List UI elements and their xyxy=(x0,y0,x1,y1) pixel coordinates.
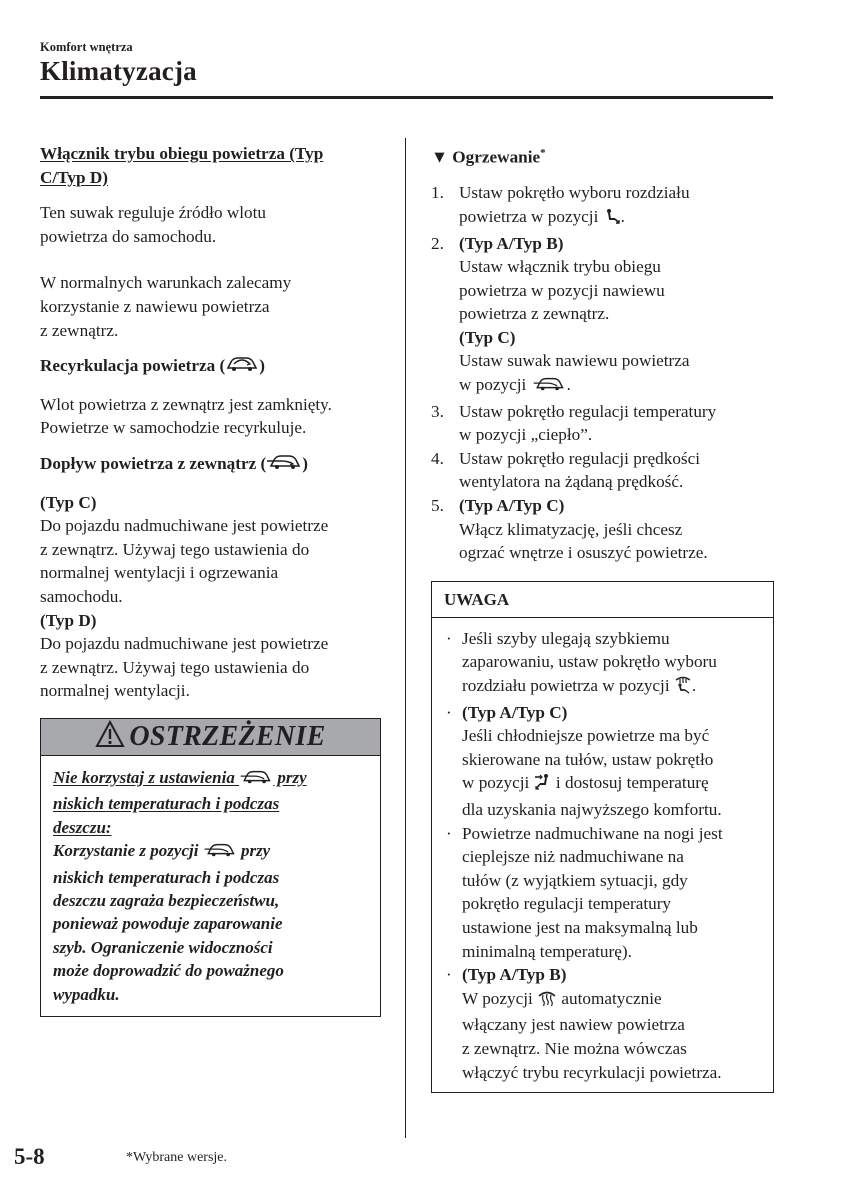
warning-box xyxy=(40,718,381,1017)
heating-steps xyxy=(431,181,775,565)
note-title: UWAGA xyxy=(432,582,773,618)
fresh-air-icon xyxy=(239,768,273,792)
step-3: 3. Ustaw pokrętło regulacji temperatury w pozycji „ciepło”. xyxy=(431,401,717,445)
feet-mode-icon xyxy=(603,207,621,232)
right-column xyxy=(431,142,775,1093)
step-5: 5. (Typ A/Typ C) Włącz klimatyzację, jeśli chcesz ogrzać wnętrze i osuszyć powietrze. xyxy=(431,496,708,563)
recirculation-icon xyxy=(225,354,259,381)
fresh-air-icon xyxy=(531,375,567,400)
footnote: *Wybrane wersje. xyxy=(126,1150,228,1165)
fresh-air-icon xyxy=(266,452,302,479)
feet-defrost-mode-icon xyxy=(674,676,692,701)
page-number: 5-8 xyxy=(14,1144,45,1169)
page-title: Klimatyzacja xyxy=(40,56,197,86)
step-1: 1. Ustaw pokrętło wyboru rozdziału powietrza w pozycji . xyxy=(431,181,775,231)
defroster-icon xyxy=(537,989,557,1014)
type-d-block: (Typ D) Do pojazdu nadmuchiwane jest powietrze z zewnątrz. Używaj tego ustawienia do normalnej wentylacji. xyxy=(40,610,329,701)
left-column xyxy=(40,142,382,1017)
note-body xyxy=(432,618,773,1092)
warning-subheading: Nie korzystaj z ustawienia przy niskich temperaturach i podczas deszczu: xyxy=(53,767,307,837)
note-box xyxy=(431,581,774,1093)
recommend-paragraph: W normalnych warunkach zalecamy korzystanie z nawiewu powietrza z zewnątrz. xyxy=(40,273,292,340)
note-item-2: · (Typ A/Typ C) Jeśli chłodniejsze powietrze ma być skierowane na tułów, ustaw pokrętło w pozycji i dostosuj temperaturę dla uzyskania najwyższego komfortu. xyxy=(446,702,722,819)
note-item-3: · Powietrze nadmuchiwane na nogi jest cieplejsze niż nadmuchiwane na tułów (z wyjątkiem sytuacji, gdy pokrętło regulacji temperatury ustawione jest na maksymalną lub minimalną temperaturę). xyxy=(446,823,723,961)
step-4: 4. Ustaw pokrętło regulacji prędkości wentylatora na żądaną prędkość. xyxy=(431,448,701,492)
warning-body xyxy=(41,756,380,1016)
fresh-air-heading: Dopływ powietrza z zewnątrz ( ) xyxy=(40,452,382,479)
type-c-block: (Typ C) Do pojazdu nadmuchiwane jest powietrze z zewnątrz. Używaj tego ustawienia do normalnej wentylacji i ogrzewania samochodu. xyxy=(40,492,329,606)
section-label: Komfort wnętrza xyxy=(40,40,133,54)
heating-heading: ▼ Ogrzewanie* xyxy=(431,147,546,167)
column-divider xyxy=(405,138,406,1138)
bi-level-mode-icon xyxy=(534,773,552,798)
warning-title: OSTRZEŻENIE xyxy=(129,721,326,753)
fresh-air-icon xyxy=(203,841,237,865)
title-rule xyxy=(40,96,773,99)
warning-text: Korzystanie z pozycji przy niskich temperaturach i podczas deszczu zagraża bezpieczeństwu, ponieważ powoduje zaparowanie szyb. Ograniczenie widoczności może doprowadzić do poważnego wypadku. xyxy=(53,841,284,1004)
section-subheading: Włącznik trybu obiegu powietrza (Typ C/Typ D) xyxy=(40,144,324,187)
intro-paragraph: Ten suwak reguluje źródło wlotu powietrza do samochodu. xyxy=(40,203,266,246)
recirculation-heading: Recyrkulacja powietrza ( ) xyxy=(40,354,382,381)
note-item-4: · (Typ A/Typ B) W pozycji automatycznie włączany jest nawiew powietrza z zewnątrz. Nie można wówczas włączyć trybu recyrkulacji powietrza. xyxy=(446,965,722,1082)
warning-header xyxy=(41,719,380,756)
note-item-1: · Jeśli szyby ulegają szybkiemu zaparowaniu, ustaw pokrętło wyboru rozdziału powietrza w pozycji . xyxy=(446,627,765,701)
recirculation-text: Wlot powietrza z zewnątrz jest zamknięty. Powietrze w samochodzie recyrkuluje. xyxy=(40,394,332,438)
warning-triangle-icon xyxy=(95,720,125,755)
step-2: 2. (Typ A/Typ B) Ustaw włącznik trybu obiegu powietrza w pozycji nawiewu powietrza z zewnątrz. (Typ C) Ustaw suwak nawiewu powietrza w pozycji . xyxy=(431,232,775,400)
